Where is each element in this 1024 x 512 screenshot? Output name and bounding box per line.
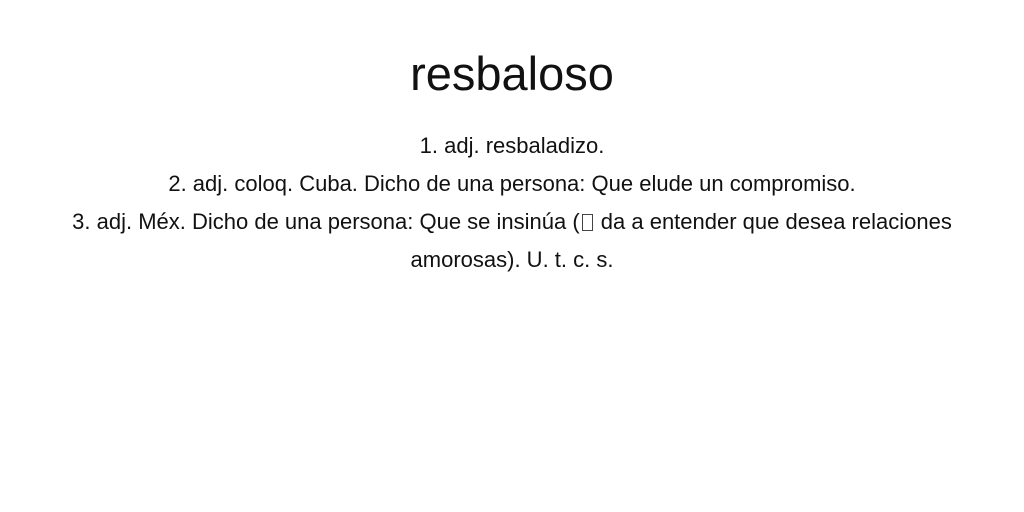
definition-item-3 (60, 203, 964, 279)
definition-list (60, 127, 964, 279)
definition-item-3-text-end: da a entender que desea relaciones amorosas). U. t. c. s. (410, 209, 952, 272)
definition-item-3-text-start: 3. adj. Méx. Dicho de una persona: Que se insinúa ( (72, 209, 580, 234)
headword-title: resbaloso (410, 47, 614, 100)
missing-glyph-icon (582, 214, 593, 231)
definition-item-1: 1. adj. resbaladizo. (419, 133, 605, 158)
definition-item-2: 2. adj. coloq. Cuba. Dicho de una persona: Que elude un compromiso. (168, 171, 856, 196)
